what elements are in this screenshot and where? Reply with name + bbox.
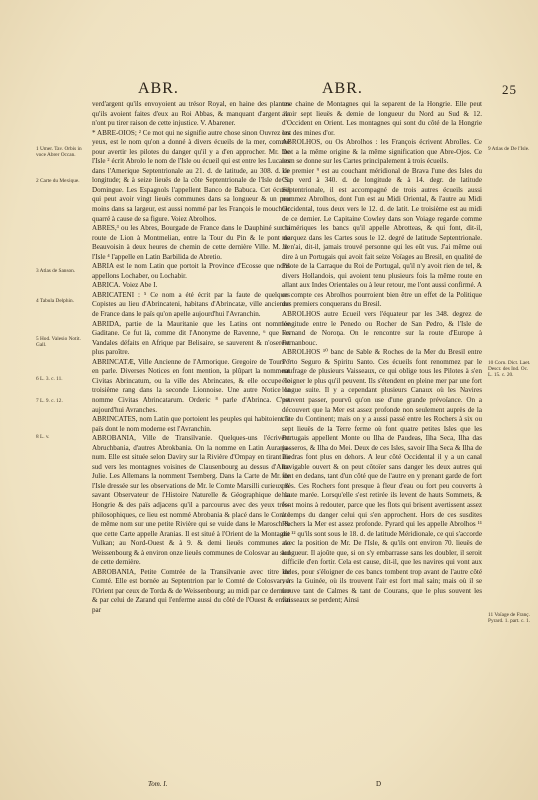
margin-note-right: 9 Atlas de De l'Isle. (488, 146, 530, 152)
paragraph: ABRICA. Voiez Abe I. (92, 281, 158, 290)
paragraph: ABRES,³ ou les Abres, Bourgade de France dans le Dauphiné sur la route de Lion à Montmelian, entre la Tour du Pin & le pont de Beauvoisin à deux heures de chemin de cette dernière Ville. M. de l'Isle ⁴ l'appelle en Latin Barbilida de Abretio. (92, 224, 290, 261)
header-right-title: ABR. (322, 80, 363, 97)
paragraph: * ABRE-OIOS; ² Ce mot qui ne signifie autre chose sinon Ouvrez les yeux, est le nom qu'on a donné à divers écueils de la mer, comme pour avertir les pilotes du danger qu'il y a d'en approcher. Mr. De l'Isle ² écrit Abrolo le nom de l'Isle ou écueil qui est entre les Lucaies dans l'Amerique Septentrionale au 21. d. de latitude, au 308. d. de longitude; & à seize lieuës de la côte Septentrionale de l'Isle de S. Domingue. Les Espagnols l'appellent Banco de Babuca. Cet écueil qui peut avoir vingt lieuës communes dans sa longueur & un peu moins dans sa largeur, est aussi nommé par les François le mouchoir quarré à cause de sa figure. Voiez Abrolhos. (92, 128, 290, 223)
paragraph: ABROBANIA, Petite Comtrée de la Transilvanie avec titre de Comté. Elle est bornée au Septentrion par le Comté de Colosvar; à l'Orient par ceux de Torda & de Weissenbourg; au midi par ce dernier & par celui de Zarand qui l'enferme aussi du côté de l'Ouest & enfin par (92, 567, 290, 614)
paragraph: ABRINCATÆ, Ville Ancienne de l'Armorique. Gregoire de Tours ⁷ en parle. Diverses Notices en font mention, la plûpart la nomment Civitas Abrincatum, ou la ville des Abrincates, & elle occupe le troisième rang dans la seconde Lionnoise. Une autre Notice la nomme Civitas Abrincatarum. Orderic ⁸ parle d'Abrinca. C'est aujourd'hui Avranches. (92, 357, 290, 414)
page-number: 25 (502, 82, 517, 97)
margin-note-left: 4 Tabula Delphin. (36, 298, 74, 304)
running-header (0, 80, 538, 102)
text-column-left (92, 100, 290, 780)
paragraph: ABRINCATES, nom Latin que portoient les peuples qui habitoient le païs dont le nom moderne est l'Avranchin. (92, 415, 290, 433)
paragraph: ABROLHOS, ou Os Abrolhos : les François écrivent Abrolles. Ce mot a la même origine & la même signification que Abre-Ojos. Ce nom se donne sur les Cartes principalement à trois écueils. (282, 138, 482, 166)
paragraph: ABROBANIA, Ville de Transilvanie. Quelques-uns l'écrivent Abruchbania, d'autres Abrokbania. On la nomme en Latin Auraria-num. Elle est située selon Daviry sur la Rivière d'Ompay en tirant au sud vers les montagnes voisines de Clausenbourg au dessus d'Albe Julie. Les Allemans la nomment Tsemberg. Dans la Carte de Mr. de l'Isle dressée sur les observations de Mr. le Comte Marsilli curieux & savant Observateur de l'Histoire Naturelle & Géographique de la Hongrie & des païs adjacens qu'il a parcourus avec des yeux très-philosophiques, ce lieu est nommé Abrobania & placé dans le Comté de même nom sur une petite Rivière qui se vuide dans le Marosch & que cette Carte appelle Aranias. Il est situé à l'Orient de la Montagne Vulkan; au Nord-Ouest & à 9. & demi lieuës communes de Weissenbourg & à environ onze lieuës communes de Colosvar au sud de cette dernière. (92, 434, 290, 567)
paragraph: une chaine de Montagnes qui la separent de la Hongrie. Elle peut avoir sept lieuës & demie de longueur du Nord au Sud & 12. d'Occident en Orient. Les montagnes qui sont du côté de la Hongrie ont des mines d'or. (282, 100, 482, 137)
footer-tome: Tom. I. (148, 780, 168, 788)
paragraph: ABRIDA, partie de la Mauritanie que les Latins ont nommée Gaditane. Ce fut là, comme dit l'Anonyme de Ravenne, ⁶ que les Vandales défaits en Afrique par Belisaire, se sauverent & n'oserent plus paroître. (92, 319, 290, 357)
text-column-right (282, 100, 482, 780)
paragraph: verd'argent qu'ils envoyoient au trésor Royal, en haine des plantes qu'ils avoient faites d'eux au Roi Abbas, & manquant d'argent ils n'ont pu tirer raison de cette injustice. V. Abarener. (92, 100, 290, 128)
margin-note-left: 2 Carte du Mexique. (36, 178, 80, 184)
margin-note-left: 3 Atlas de Sanson. (36, 268, 76, 274)
paragraph: ABROLHOS autre Ecueil vers l'équateur par les 348. degrez de longitude entre le Penedo ou Rocher de San Pedro, & l'Isle de Fernand de Noroņa. On le rencontre sur la route d'Europe à Fernanbouc. (282, 310, 482, 347)
margin-note-left: 1 Umer. Tav. Orbis in voce Abrer Occan. (36, 146, 82, 159)
margin-note-left: 7 L. 9. c. 12. (36, 398, 63, 404)
margin-note-left: 5 Hod. Valesio Notit. Gall. (36, 336, 81, 349)
margin-note-left: 8 L. v. (36, 434, 50, 440)
margin-note-right: 10 Corn. Dict. Laet. Descr. des Ind. Oc. L. 15. c. 20. (488, 360, 531, 379)
paragraph: ABROLHOS ¹⁰ banc de Sable & Roches de la Mer du Bresil entre Porto Seguro & Spiritu Santo. Ces écueils font renommez par le naufrage de plusieurs Vaisseaux, ce qui oblige tous les Pilotes à s'en éloigner le plus qu'il peuvent. Ils s'étendent en pleine mer par une fort longue suite. Il y a cependant plusieurs Canaux où les Navires peuvent passer, pourvû qu'on use d'une grande prévoïance. On a découvert que la Mer est assez profonde non seulement auprès de la côte du Continent; mais on y a aussi passé entre les Rochers à six ou sept lieuës de la Terre ferme où font quatre petites Isles que les Portugais appellent Monte ou Ilha de Paudeas, Ilha Seca, Ilha das passeros, & Ilha do Mei. Deux de ces Isles, savoir Ilha Seca & Ilha de Piedras font plus en dehors. A leur côté Occidental il y a un canal navigable ouvert & on peut côtoïer sans danger les deux autres qui font en dedans, tant d'un côté que de l'autre en y prenant garde de fort près. Ces Rochers font presque à fleur d'eau ou fort peu couverts à haute marée. Lorsqu'elle s'est retirée ils levent de hauts Sommets, & font moins à redouter, parce que les flots qui brisent avertissent assez à temps du danger celui qui s'en approchent. Hors de ces susdites Rochers la Mer est assez profonde. Pyrard qui les appelle Abrolhos ¹¹ dit ¹² qu'ils sont sous le 18. d. de latitude Méridionale, ce qui s'accorde avec la position de Mr. De l'Isle, & qu'ils ont environ 70. lieuës de longueur. Il ajoûte que, si on s'y embarrasse sans les doubler, il seroit difficile d'en fortir. Cela est cause, dit-il, que les navires qui vont aux Indes, pour s'éloigner de ces bancs tombent trop avant de l'autre côté vers la Guinée, où ils trouvent l'air est fort mal sain; mais où il se trouve tant de Calmes & tant de Courans, que le plus souvent les vaisseaux se perdent; Ainsi (282, 348, 482, 605)
paragraph: ABRICATENI : ⁵ Ce nom a été écrit par la faute de quelques Copistes au lieu d'Abrincateni, habitans d'Abrincatæ, ville ancienne de France dans le païs qu'on apelle aujourd'hui l'Avranchin. (92, 290, 290, 319)
paragraph: Le premier ⁹ est au couchant méridional de Brava l'une des Isles du Cap verd à 340. d. de longitude & à 14. degr. de latitude Septentrionale, il est accompagné de trois autres écueils aussi nommez Abrolhos, dont l'un est au Midi Oriental, & l'autre au Midi Occidental, tous deux vers le 12. d. de latit. Le troisième est au midi de ce dernier. Le Capitaine Cowley dans son Voiage regarde comme chimériques les bancs qu'il appelle Abrotteas, & qui font, dit-il, marquez dans les Cartes sous le 12. degré de latitude Septentrionale. Je n'ai, dit-il, jamais trouvé personne qui les eût vus. J'ai même oui dire à un Portugais qui avoit fait seize Voïages au Bresil, en qualité de Pilote de la Carraque du Roi de Portugal, qu'il n'y avoit rien de tel, & divers Hollandois, qui avoient tenu plusieurs fois la même route en allant aux Indes Orientales ou à leur retour, me l'ont aussi confirmé. A ce compte ces Abrolhos pourroient bien être un effet de la Politique des premiers conquerans du Bresil. (282, 166, 482, 309)
footer-signature: D (376, 780, 382, 788)
margin-note-right: 11 Voïage de Franç. Pyrard. 1. part. c. 1. (488, 612, 530, 625)
paragraph: ABRIA est le nom Latin que portoit la Province d'Ecosse que nous appellons Lochaber, ou Lochabir. (92, 262, 290, 280)
margin-note-left: 6 L. 3. c. 11. (36, 376, 63, 382)
header-left-title: ABR. (138, 80, 179, 97)
